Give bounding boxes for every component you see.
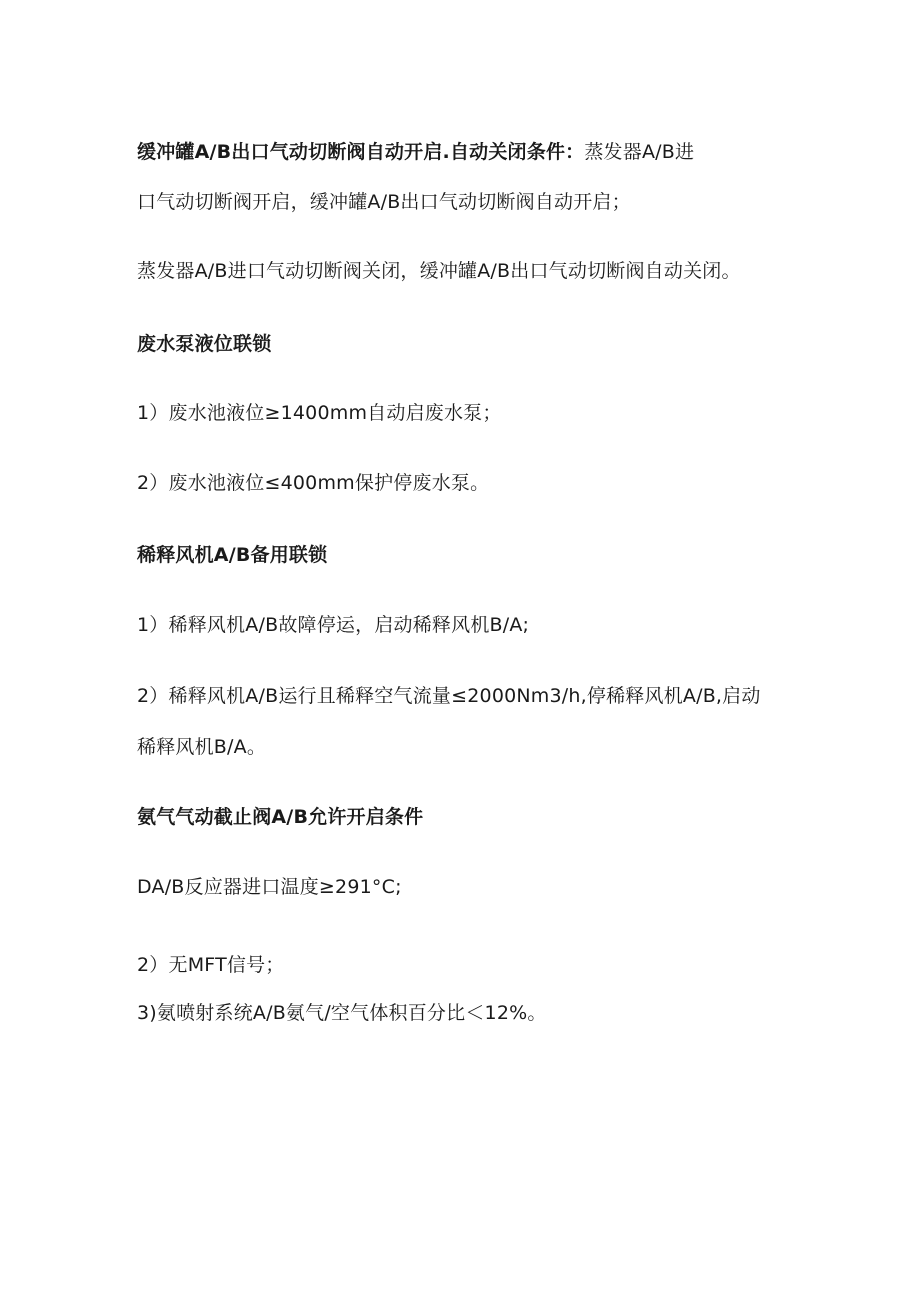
- buffer-tank-valve-open-text: 口气动切断阀开启，缓冲罐A/B出口气动切断阀自动开启；: [137, 191, 631, 213]
- buffer-tank-valve-heading: 缓冲罐A/B出口气动切断阀自动开启.自动关闭条件：: [137, 141, 585, 163]
- wastewater-pump-heading: 废水泵液位联锁: [137, 333, 272, 355]
- paragraph-line: [137, 734, 266, 760]
- paragraph-line: [137, 189, 631, 215]
- dilution-fan-flow-text: 2）稀释风机A/B运行且稀释空气流量≤2000Nm3∕h,停稀释风机A/B,启动: [137, 685, 761, 707]
- reactor-temperature-text: DA/B反应器进口温度≥291°C;: [137, 876, 402, 898]
- section-heading-wastewater-pump: [137, 331, 271, 357]
- buffer-tank-valve-close-text: 蒸发器A/B进口气动切断阀关闭，缓冲罐A/B出口气动切断阀自动关闭。: [137, 260, 741, 282]
- wastewater-pump-stop-text: 2）废水池液位≤400mm保护停废水泵。: [137, 472, 490, 494]
- section-heading-ammonia-valve: [137, 804, 423, 830]
- list-item: [137, 874, 402, 900]
- list-item: [137, 952, 284, 978]
- paragraph-buffer-tank-valve-conditions: [137, 139, 694, 165]
- ammonia-valve-heading: 氨气气动截止阀A/B允许开启条件: [137, 806, 424, 828]
- dilution-fan-heading: 稀释风机A/B备用联锁: [137, 544, 328, 566]
- list-item: [137, 1000, 547, 1026]
- section-heading-dilution-fan: [137, 542, 327, 568]
- ammonia-air-ratio-text: 3)氨喷射系统A/B氨气∕空气体积百分比＜12%。: [137, 1002, 547, 1024]
- dilution-fan-fault-text: 1）稀释风机A/B故障停运，启动稀释风机B/A;: [137, 614, 530, 636]
- list-item: [137, 400, 502, 426]
- buffer-tank-valve-text: 蒸发器A/B进: [584, 141, 695, 163]
- list-item: [137, 470, 489, 496]
- wastewater-pump-start-text: 1）废水池液位≥1400mm自动启废水泵；: [137, 402, 502, 424]
- no-mft-signal-text: 2）无MFT信号；: [137, 954, 285, 976]
- list-item: [137, 683, 761, 709]
- dilution-fan-flow-text-continued: 稀释风机B∕A。: [137, 736, 267, 758]
- list-item: [137, 612, 529, 638]
- paragraph-line: [137, 258, 741, 284]
